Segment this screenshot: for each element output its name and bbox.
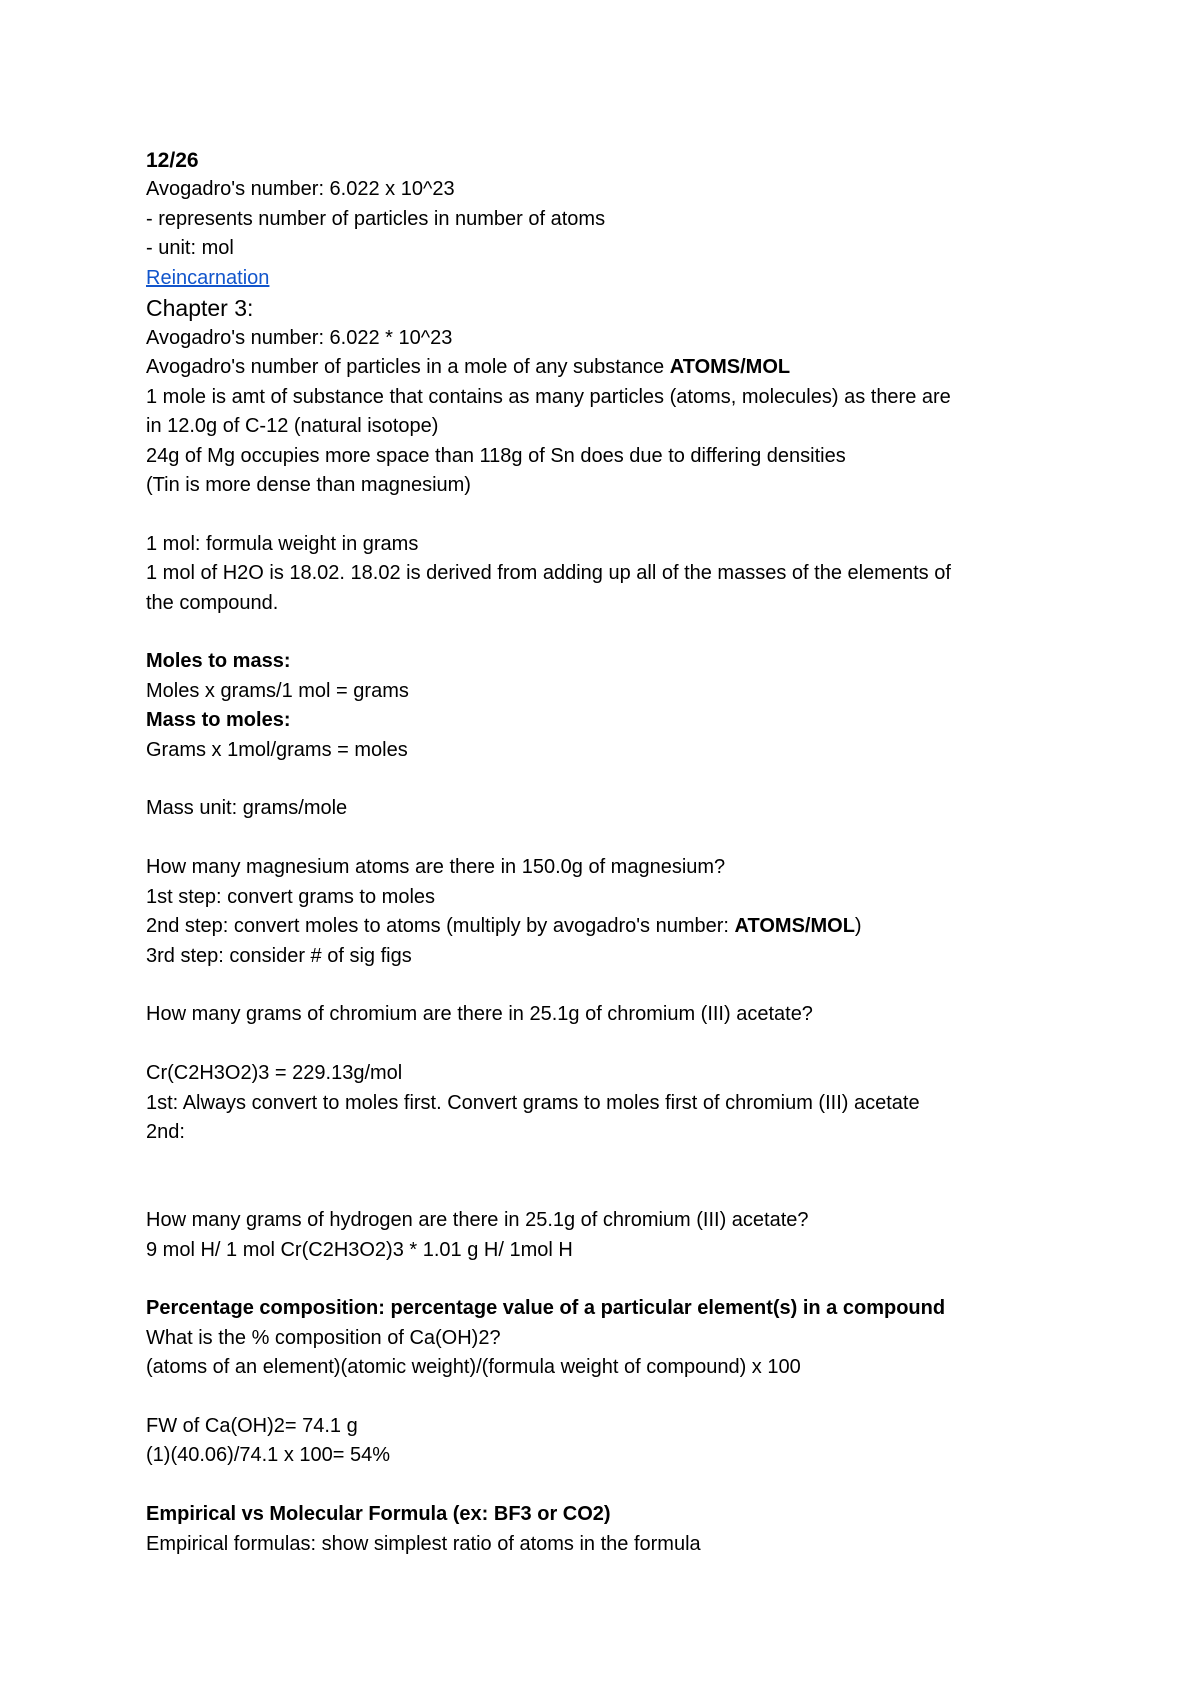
chapter-heading: Chapter 3:: [146, 295, 254, 322]
empirical-heading: Empirical vs Molecular Formula (ex: BF3 or CO2): [146, 1503, 611, 1526]
empirical-definition: Empirical formulas: show simplest ratio of atoms in the formula: [146, 1532, 701, 1555]
hydrogen-question: How many grams of hydrogen are there in 25.1g of chromium (III) acetate?: [146, 1209, 809, 1232]
percentage-formula: (atoms of an element)(atomic weight)/(formula weight of compound) x 100: [146, 1356, 801, 1379]
particles-line: [146, 353, 1066, 382]
magnesium-question: How many magnesium atoms are there in 150.0g of magnesium?: [146, 856, 726, 879]
step-2-suffix: ): [854, 915, 862, 938]
moles-to-mass-heading: Moles to mass:: [146, 650, 291, 673]
note-date: 12/26: [146, 149, 199, 172]
hydrogen-calculation: 9 mol H/ 1 mol Cr(C2H3O2)3 * 1.01 g H/ 1mol H: [146, 1238, 573, 1261]
atoms-per-mol-bold: ATOMS/MOL: [669, 356, 791, 379]
chromium-formula: Cr(C2H3O2)3 = 229.13g/mol: [146, 1062, 403, 1085]
step-3: 3rd step: consider # of sig figs: [146, 944, 412, 967]
percentage-composition-heading: Percentage composition: percentage value of a particular element(s) in a compound: [146, 1297, 946, 1320]
blank-line: [146, 824, 1066, 853]
mole-definition-1: 1 mole is amt of substance that contains as many particles (atoms, molecules) as there are: [146, 385, 951, 408]
step-2: [146, 912, 1066, 941]
step-2-text: 2nd step: convert moles to atoms (multiply by avogadro's number:: [146, 915, 735, 938]
formula-weight-caoh2: FW of Ca(OH)2= 74.1 g: [146, 1414, 358, 1437]
chromium-step-2: 2nd:: [146, 1120, 185, 1143]
step-1: 1st step: convert grams to moles: [146, 885, 436, 908]
blank-line: [146, 971, 1066, 1000]
mass-to-moles-formula: Grams x 1mol/grams = moles: [146, 738, 408, 761]
formula-weight-line: 1 mol: formula weight in grams: [146, 532, 419, 555]
h2o-line-2: the compound.: [146, 591, 279, 614]
blank-line: [146, 765, 1066, 794]
moles-to-mass-formula: Moles x grams/1 mol = grams: [146, 679, 409, 702]
document-body: [146, 146, 1066, 1559]
line-container-link: [146, 264, 1066, 293]
tin-line: (Tin is more dense than magnesium): [146, 474, 471, 497]
step-2-bold: ATOMS/MOL: [734, 915, 855, 938]
blank-line: [146, 1265, 1066, 1294]
h2o-line-1: 1 mol of H2O is 18.02. 18.02 is derived from adding up all of the masses of the elements of: [146, 562, 951, 585]
percentage-calculation: (1)(40.06)/74.1 x 100= 54%: [146, 1444, 391, 1467]
avogadro-line-2: Avogadro's number: 6.022 * 10^23: [146, 327, 453, 350]
blank-line: [146, 1383, 1066, 1412]
blank-line: [146, 1147, 1066, 1176]
mg-sn-line: 24g of Mg occupies more space than 118g of Sn does due to differing densities: [146, 444, 846, 467]
avogadro-line: Avogadro's number: 6.022 x 10^23: [146, 178, 455, 201]
mole-definition-2: in 12.0g of C-12 (natural isotope): [146, 415, 439, 438]
mass-unit-line: Mass unit: grams/mole: [146, 797, 348, 820]
chromium-step-1: 1st: Always convert to moles first. Convert grams to moles first of chromium (III) acetate: [146, 1091, 920, 1114]
represents-line: - represents number of particles in number of atoms: [146, 207, 606, 230]
blank-line: [146, 618, 1066, 647]
chromium-question: How many grams of chromium are there in 25.1g of chromium (III) acetate?: [146, 1003, 813, 1026]
reincarnation-link[interactable]: Reincarnation: [146, 266, 270, 289]
unit-line: - unit: mol: [146, 237, 234, 260]
percentage-question: What is the % composition of Ca(OH)2?: [146, 1326, 501, 1349]
blank-line: [146, 1471, 1066, 1500]
mass-to-moles-heading: Mass to moles:: [146, 709, 291, 732]
particles-text: Avogadro's number of particles in a mole of any substance: [146, 356, 670, 379]
blank-line: [146, 1030, 1066, 1059]
blank-line: [146, 500, 1066, 529]
blank-line: [146, 1177, 1066, 1206]
